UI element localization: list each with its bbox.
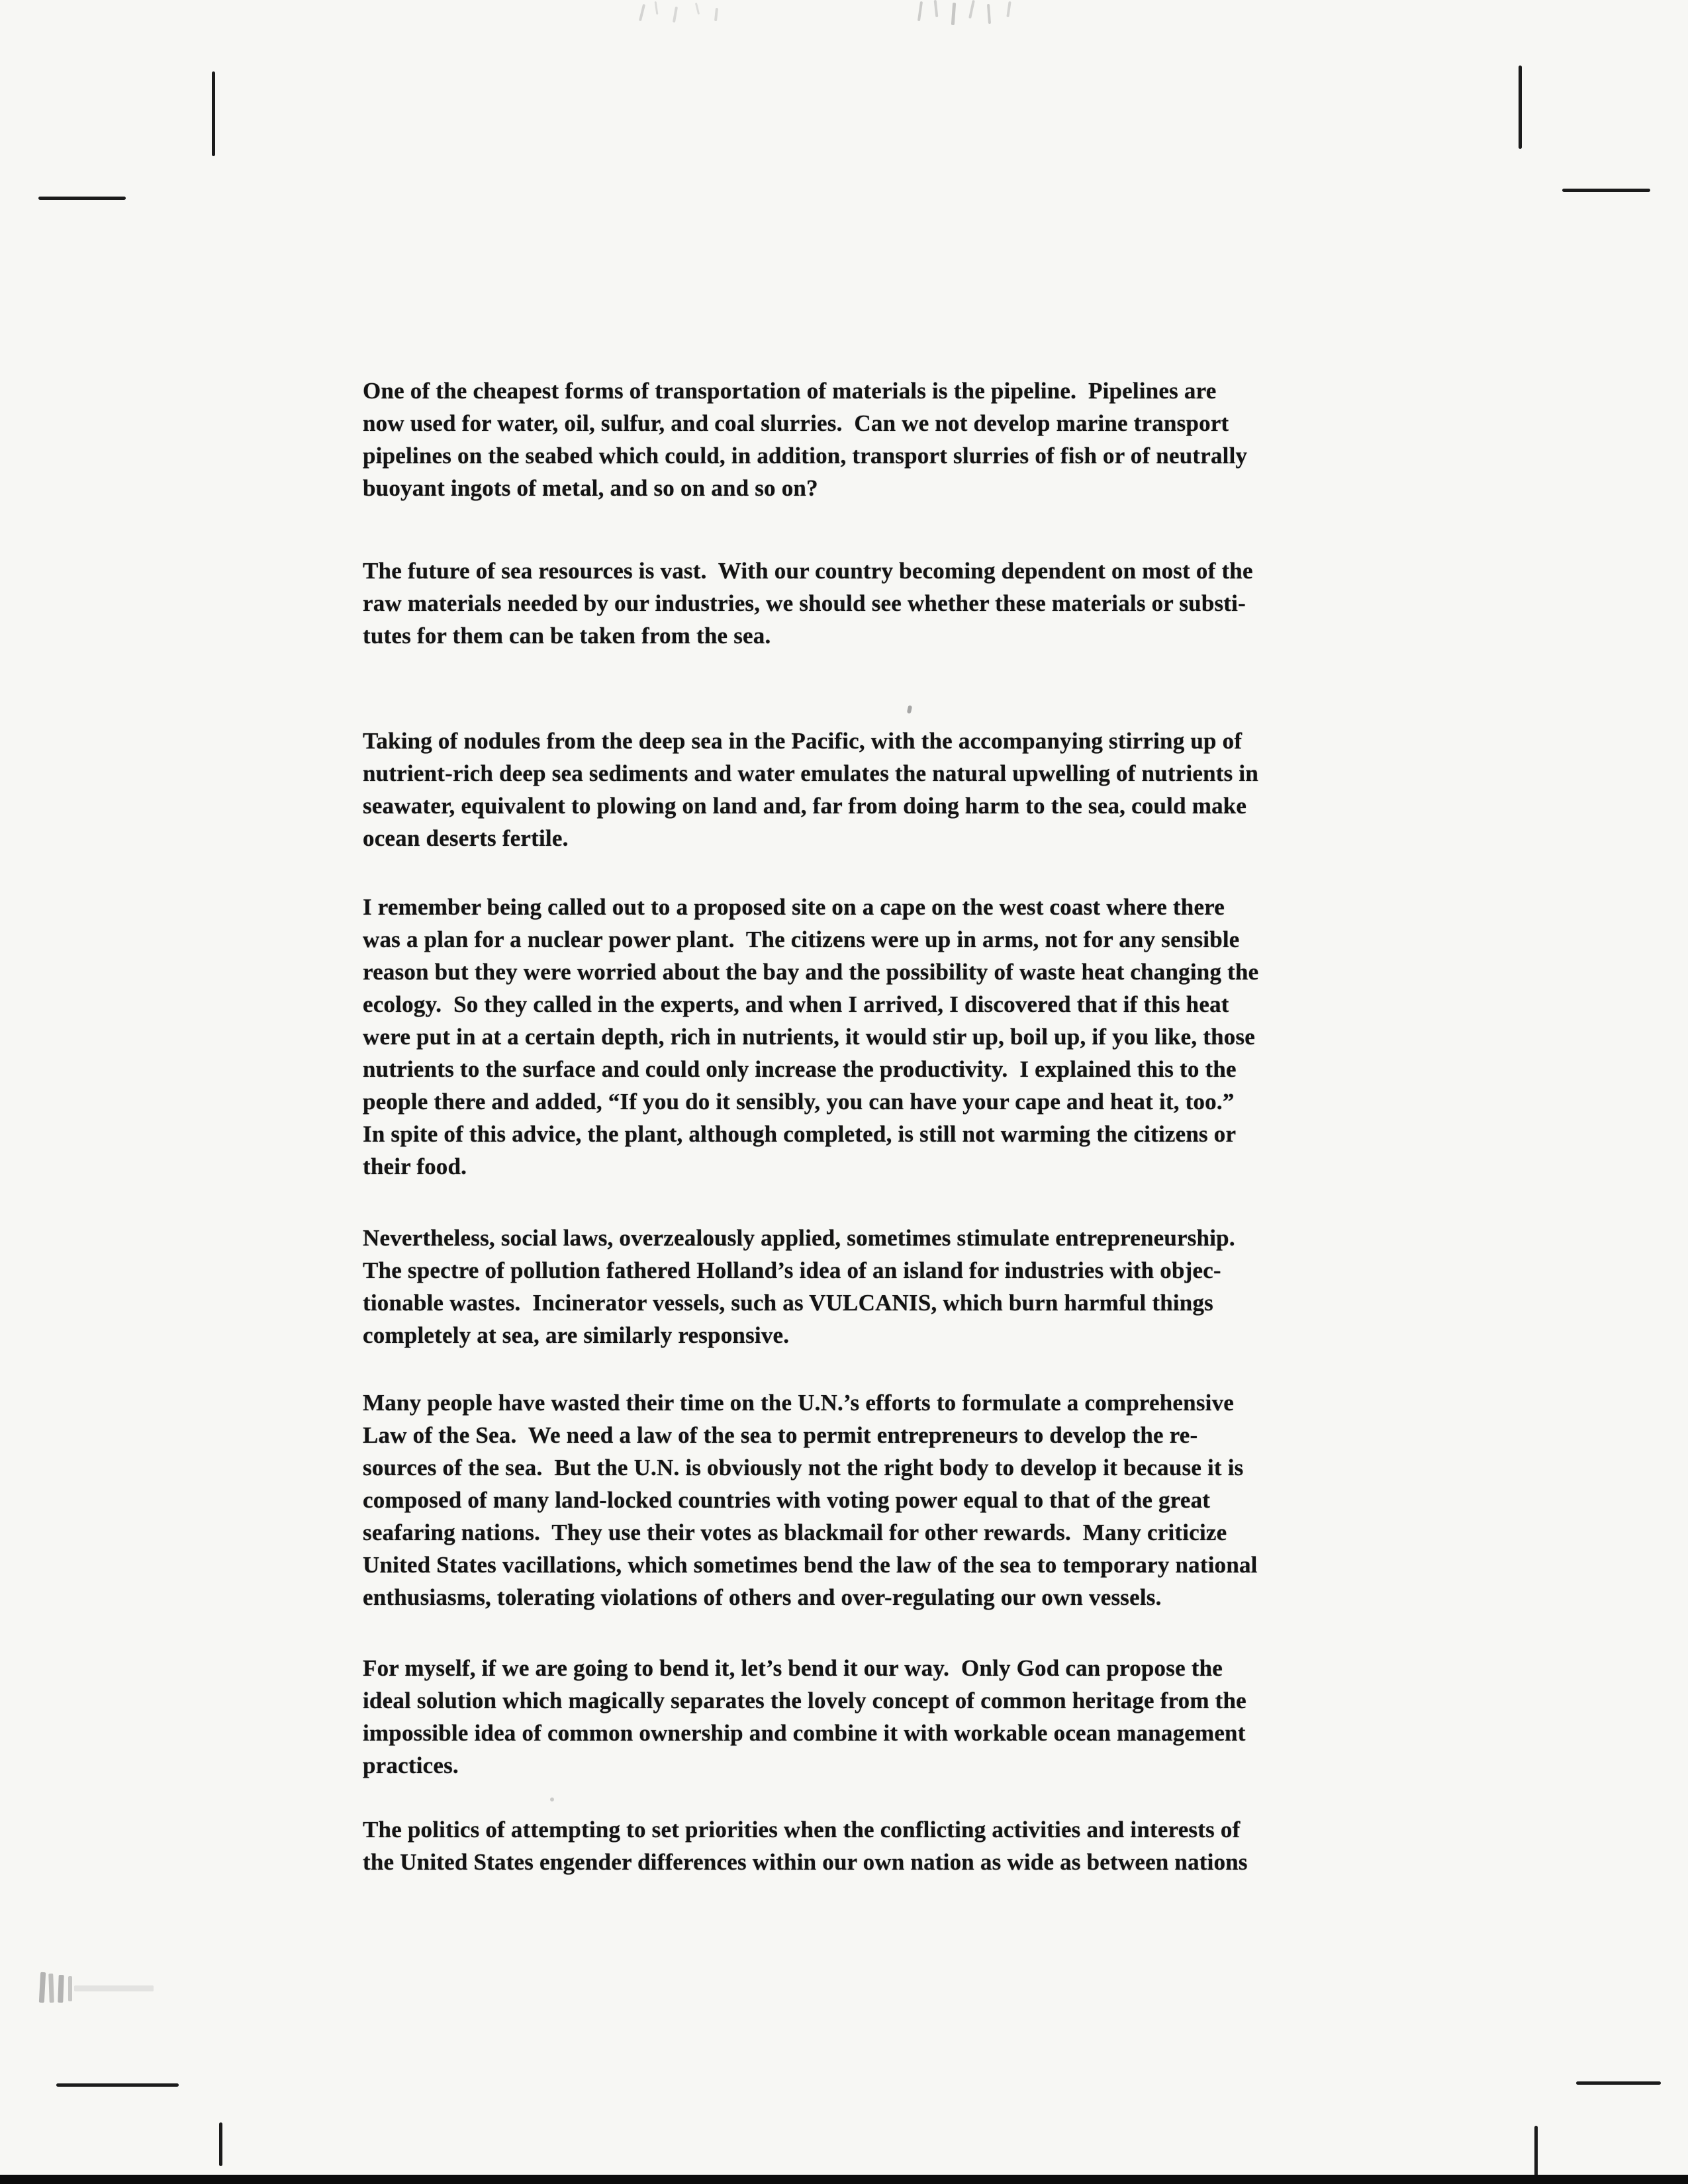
crop-mark-bottom-left-horizontal: [56, 2083, 179, 2087]
scan-smudge: [39, 1972, 46, 2003]
scan-smudge: [74, 1985, 154, 1991]
text-line: Nevertheless, social laws, overzealously applied, sometimes stimulate entrepreneurship.: [363, 1225, 1235, 1251]
crop-mark-top-right-vertical: [1519, 66, 1522, 149]
text-line: ideal solution which magically separates the lovely concept of common heritage from the: [363, 1688, 1246, 1713]
scan-smudge: [951, 3, 956, 25]
text-line: pipelines on the seabed which could, in addition, transport slurries of fish or of neutrally: [363, 443, 1248, 469]
text-line: were put in at a certain depth, rich in nutrients, it would stir up, boil up, if you like, those: [363, 1024, 1256, 1050]
text-line: nutrient-rich deep sea sediments and water emulates the natural upwelling of nutrients in: [363, 760, 1258, 786]
text-line: tutes for them can be taken from the sea.: [363, 623, 771, 649]
text-line: ecology. So they called in the experts, and when I arrived, I discovered that if this heat: [363, 991, 1229, 1017]
text-line: For myself, if we are going to bend it, let’s bend it our way. Only God can propose the: [363, 1655, 1223, 1681]
paragraph: [363, 891, 1258, 1183]
paragraph: [363, 1387, 1258, 1614]
scan-speck: [550, 1797, 554, 1801]
scan-smudge: [639, 4, 645, 21]
text-line: buoyant ingots of metal, and so on and so on?: [363, 475, 818, 501]
text-line: their food.: [363, 1154, 467, 1179]
crop-mark-bottom-right-vertical: [1534, 2126, 1538, 2179]
text-line: Many people have wasted their time on the U.N.’s efforts to formulate a comprehensive: [363, 1390, 1234, 1416]
text-line: seafaring nations. They use their votes as blackmail for other rewards. Many criticize: [363, 1520, 1227, 1545]
scan-speck: [907, 705, 912, 714]
scan-smudge: [968, 0, 975, 19]
text-line: tionable wastes. Incinerator vessels, such as VULCANIS, which burn harmful things: [363, 1290, 1213, 1316]
text-line: reason but they were worried about the bay and the possibility of waste heat changing the: [363, 959, 1259, 985]
text-line: ocean deserts fertile.: [363, 825, 569, 851]
scan-smudge: [673, 7, 678, 23]
text-line: practices.: [363, 1752, 459, 1778]
scan-smudge: [68, 1976, 72, 2001]
scan-smudge: [58, 1975, 64, 2003]
text-line: The future of sea resources is vast. With our country becoming dependent on most of the: [363, 558, 1253, 584]
scan-smudge: [987, 4, 991, 24]
text-line: the United States engender differences within our own nation as wide as between nations: [363, 1849, 1248, 1875]
text-line: Taking of nodules from the deep sea in the Pacific, with the accompanying stirring up of: [363, 728, 1243, 754]
scanner-edge-bar: [0, 2175, 1688, 2184]
text-line: Law of the Sea. We need a law of the sea to permit entrepreneurs to develop the re-: [363, 1422, 1198, 1448]
text-line: I remember being called out to a proposed site on a cape on the west coast where there: [363, 894, 1225, 920]
paragraph: [363, 725, 1258, 854]
paragraph: [363, 375, 1247, 504]
text-line: people there and added, “If you do it sensibly, you can have your cape and heat it, too.”: [363, 1089, 1235, 1115]
text-line: nutrients to the surface and could only increase the productivity. I explained this to the: [363, 1056, 1237, 1082]
text-line: sources of the sea. But the U.N. is obviously not the right body to develop it because it is: [363, 1455, 1244, 1480]
text-line: The spectre of pollution fathered Holland’s idea of an island for industries with objec-: [363, 1257, 1221, 1283]
scan-smudge: [48, 1974, 54, 2003]
scan-smudge: [917, 1, 923, 21]
paragraph: [363, 555, 1253, 652]
paragraph: [363, 1222, 1235, 1351]
text-line: impossible idea of common ownership and combine it with workable ocean management: [363, 1720, 1246, 1746]
scan-smudge: [655, 1, 659, 15]
text-line: seawater, equivalent to plowing on land and, far from doing harm to the sea, could make: [363, 793, 1247, 819]
crop-mark-top-left-horizontal: [38, 197, 126, 200]
text-line: In spite of this advice, the plant, although completed, is still not warming the citizens or: [363, 1121, 1237, 1147]
text-line: completely at sea, are similarly responsive.: [363, 1322, 790, 1348]
crop-mark-bottom-left-vertical: [219, 2122, 222, 2166]
text-line: composed of many land-locked countries with voting power equal to that of the great: [363, 1487, 1211, 1513]
text-line: United States vacillations, which sometimes bend the law of the sea to temporary national: [363, 1552, 1258, 1578]
text-line: now used for water, oil, sulfur, and coal slurries. Can we not develop marine transport: [363, 410, 1229, 436]
text-line: The politics of attempting to set priorities when the conflicting activities and interests of: [363, 1817, 1241, 1843]
paragraph: [363, 1652, 1246, 1782]
text-line: enthusiasms, tolerating violations of others and over-regulating our own vessels.: [363, 1584, 1162, 1610]
crop-mark-bottom-right-horizontal: [1576, 2081, 1661, 2085]
crop-mark-top-left-vertical: [212, 71, 215, 156]
text-line: was a plan for a nuclear power plant. The citizens were up in arms, not for any sensible: [363, 927, 1240, 952]
crop-mark-top-right-horizontal: [1562, 189, 1650, 192]
text-line: raw materials needed by our industries, we should see whether these materials or substi-: [363, 590, 1246, 616]
scan-smudge: [1006, 1, 1011, 17]
paragraph: [363, 1813, 1248, 1878]
text-line: One of the cheapest forms of transportation of materials is the pipeline. Pipelines are: [363, 378, 1217, 404]
scan-smudge: [934, 0, 939, 17]
scan-smudge: [695, 3, 700, 15]
scan-smudge: [714, 8, 718, 21]
